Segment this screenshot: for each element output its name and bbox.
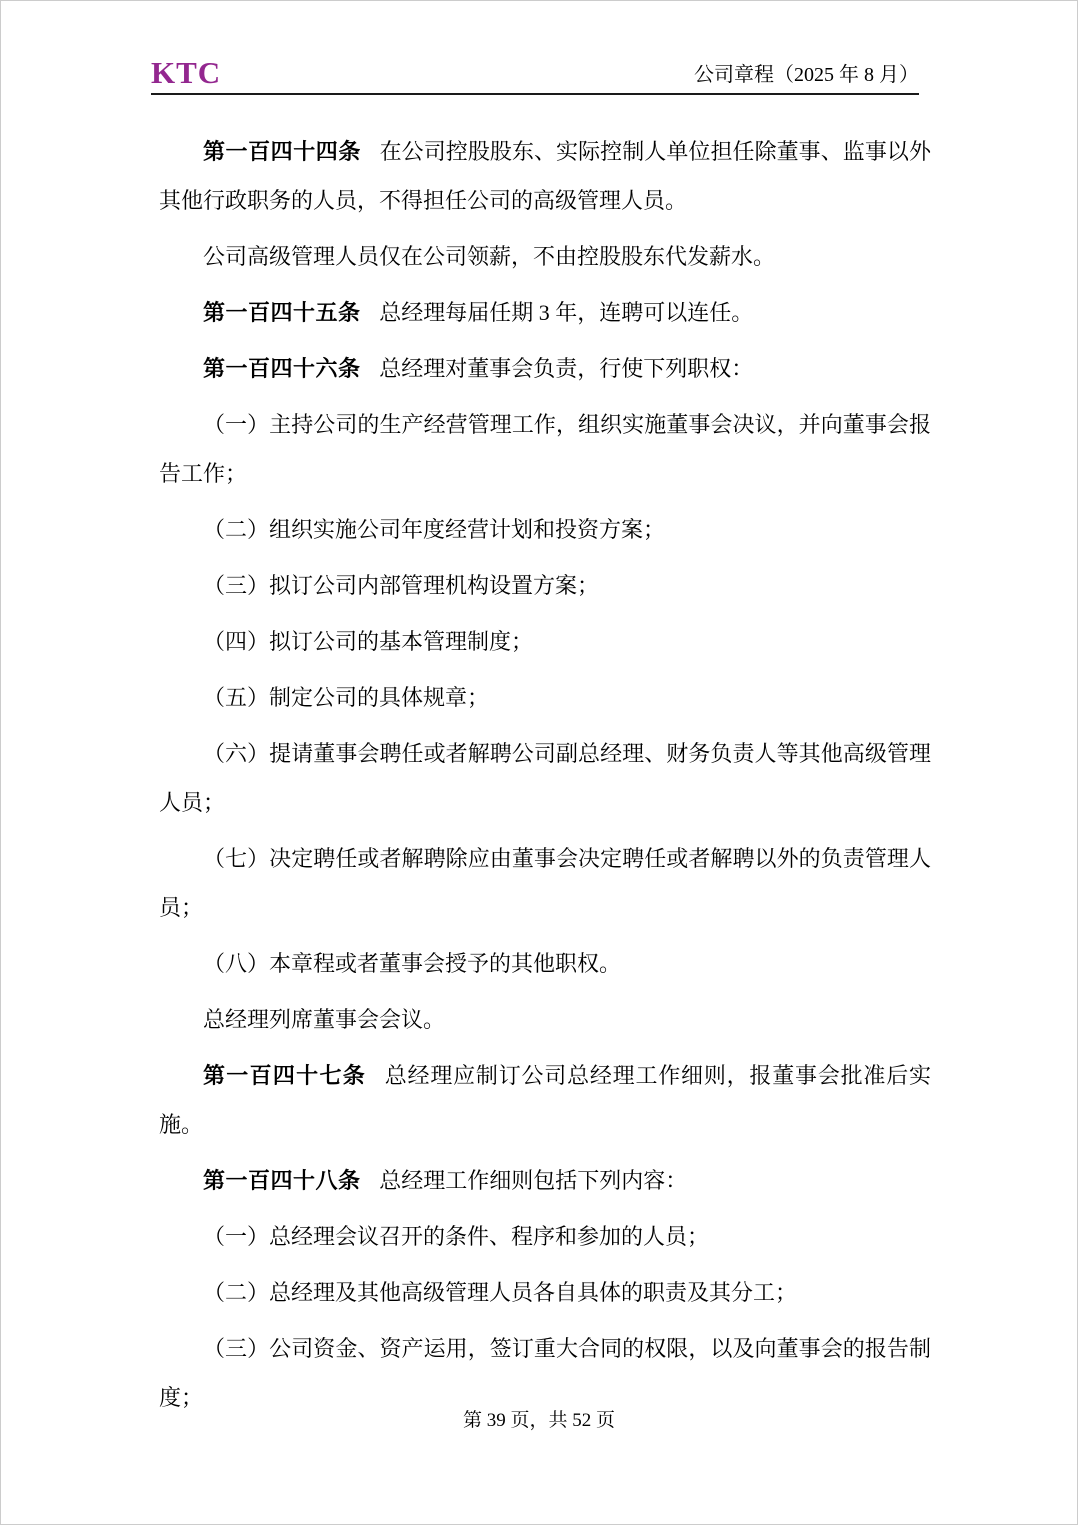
paragraph-text: （四）拟订公司的基本管理制度； [203,629,534,654]
paragraph-text: 公司高级管理人员仅在公司领薪，不由控股股东代发薪水。 [203,244,776,269]
body-paragraph [159,232,931,281]
page-number: 第 39 页，共 52 页 [462,1410,615,1431]
paragraph-text: （六）提请董事会聘任或者解聘公司副总经理、财务负责人等其他高级管理人员； [159,741,931,815]
body-paragraph [159,939,931,988]
body-paragraph [159,1212,931,1261]
body-paragraph [159,1268,931,1317]
document-body [159,127,931,1429]
article-paragraph [159,1156,931,1205]
paragraph-text: 总经理每届任期 3 年，连聘可以连任。 [379,300,754,325]
body-paragraph [159,505,931,554]
paragraph-text: 总经理工作细则包括下列内容： [379,1168,688,1193]
paragraph-text: （二）总经理及其他高级管理人员各自具体的职责及其分工； [203,1280,798,1305]
paragraph-text: （八）本章程或者董事会授予的其他职权。 [203,951,622,976]
article-paragraph [159,1051,931,1149]
paragraph-text: （三）拟订公司内部管理机构设置方案； [203,573,600,598]
paragraph-text: （五）制定公司的具体规章； [203,685,490,710]
article-paragraph [159,288,931,337]
paragraph-text: 总经理应制订公司总经理工作细则，报董事会批准后实施。 [159,1063,931,1137]
paragraph-text: （二）组织实施公司年度经营计划和投资方案； [203,517,666,542]
body-paragraph [159,729,931,827]
body-paragraph [159,400,931,498]
paragraph-text: 总经理列席董事会会议。 [203,1007,446,1032]
page-header [151,57,919,95]
article-paragraph [159,344,931,393]
article-number: 第一百四十五条 [203,300,361,325]
article-number: 第一百四十四条 [203,139,361,164]
body-paragraph [159,561,931,610]
company-logo: KTC [151,55,222,90]
body-paragraph [159,617,931,666]
paragraph-text: （一）总经理会议召开的条件、程序和参加的人员； [203,1224,710,1249]
paragraph-text: （三）公司资金、资产运用，签订重大合同的权限，以及向董事会的报告制度； [159,1336,931,1410]
body-paragraph [159,834,931,932]
paragraph-text: 总经理对董事会负责，行使下列职权： [379,356,754,381]
article-number: 第一百四十七条 [203,1063,367,1088]
article-paragraph [159,127,931,225]
body-paragraph [159,995,931,1044]
body-paragraph [159,673,931,722]
article-number: 第一百四十六条 [203,356,361,381]
paragraph-text: （一）主持公司的生产经营管理工作，组织实施董事会决议，并向董事会报告工作； [159,412,931,486]
header-document-title: 公司章程（2025 年 8 月） [694,64,919,86]
article-number: 第一百四十八条 [203,1168,361,1193]
paragraph-text: 在公司控股股东、实际控制人单位担任除董事、监事以外其他行政职务的人员，不得担任公司的高级管理人员。 [159,139,931,213]
paragraph-text: （七）决定聘任或者解聘除应由董事会决定聘任或者解聘以外的负责管理人员； [159,846,931,920]
